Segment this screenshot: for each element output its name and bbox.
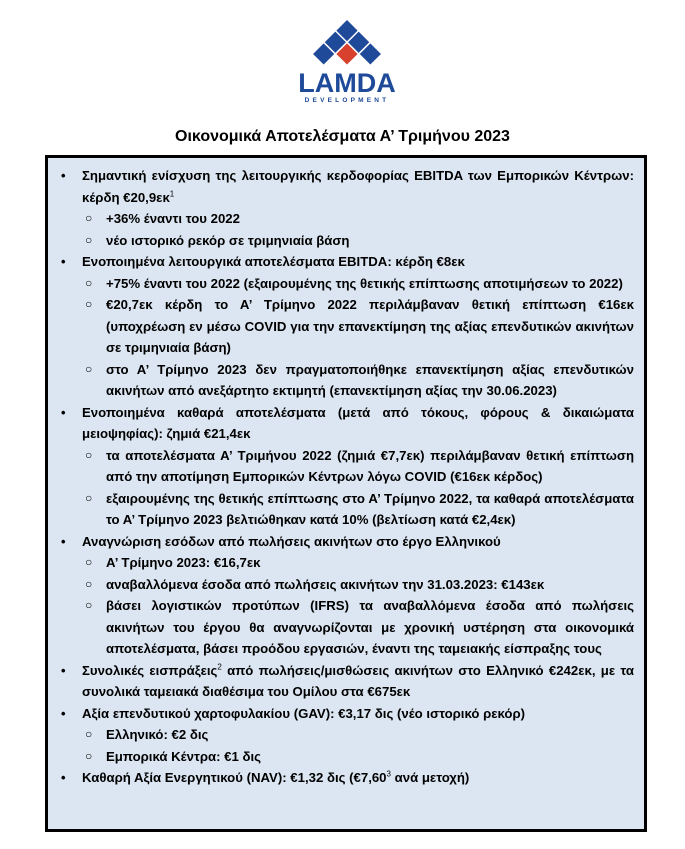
sub-text: €20,7εκ κέρδη το Α’ Τρίμηνο 2022 περιλάμβαναν θετική επίπτωση €16εκ (υποχρέωση εν μέσω COVID για την επανεκτίμηση της αξίας επενδυτικών ακινήτων σε τριμηνιαία βάση) bbox=[106, 297, 634, 355]
sub-item bbox=[82, 359, 634, 402]
bullet-text: Καθαρή Αξία Ενεργητικού (NAV): €1,32 δις (€7,60 bbox=[82, 770, 387, 785]
footnote-marker: 1 bbox=[169, 189, 175, 199]
bullet-text: Σημαντική ενίσχυση της λειτουργικής κερδοφορίας EBITDA των Εμπορικών Κέντρων: κέρδη €20,9εκ bbox=[82, 168, 634, 205]
logo-subtitle: DEVELOPMENT bbox=[304, 97, 390, 104]
circle-bullet-icon: ○ bbox=[85, 361, 93, 376]
bullet-icon: • bbox=[61, 705, 66, 721]
sub-text: στο Α’ Τρίμηνο 2023 δεν πραγματοποιήθηκε επανεκτίμηση αξίας επενδυτικών ακινήτων από ανεξάρτητο εκτιμητή (επανεκτίμηση αξίας την 30.06.2023) bbox=[106, 361, 634, 398]
circle-bullet-icon: ○ bbox=[85, 447, 93, 462]
sub-text: Α’ Τρίμηνο 2023: €16,7εκ bbox=[106, 555, 261, 570]
bullet-item bbox=[58, 402, 634, 531]
footnote-marker: 3 bbox=[386, 769, 391, 779]
bullet-text: Αξία επενδυτικού χαρτοφυλακίου (GAV): €3,17 δις (νέο ιστορικό ρεκόρ) bbox=[82, 705, 526, 721]
bullet-text-continued: από πωλήσεις/μισθώσεις ακινήτων στο Ελληνικό €242εκ, με τα συνολικά ταμειακά διαθέσιμα του Ομίλου στα €675εκ bbox=[82, 662, 634, 699]
sub-item bbox=[82, 273, 634, 295]
bullet-text: Αναγνώριση εσόδων από πωλήσεις ακινήτων στο έργο Ελληνικού bbox=[82, 533, 501, 549]
bullet-item bbox=[58, 251, 634, 402]
circle-bullet-icon: ○ bbox=[85, 211, 93, 225]
bullet-text-continued: ανά μετοχή) bbox=[390, 770, 470, 785]
sub-text: τα αποτελέσματα Α’ Τριμήνου 2022 (ζημιά €7,7εκ) περιλάμβαναν θετική επίπτωση από την αποτίμηση Εμπορικών Κέντρων λόγω COVID (€16εκ κέρδος) bbox=[106, 447, 634, 484]
bullet-text: Ενοποιημένα λειτουργικά αποτελέσματα EBITDA: κέρδη €8εκ bbox=[82, 254, 465, 269]
sub-item bbox=[82, 488, 634, 531]
bullet-icon: • bbox=[61, 533, 66, 549]
sub-list bbox=[82, 552, 634, 660]
footnote-marker: 2 bbox=[217, 662, 222, 672]
sub-text: Ελληνικό: €2 δις bbox=[106, 727, 209, 742]
bullet-icon: • bbox=[61, 662, 66, 678]
circle-bullet-icon: ○ bbox=[85, 297, 93, 311]
sub-item bbox=[82, 445, 634, 488]
sub-item bbox=[82, 552, 634, 574]
sub-item bbox=[82, 746, 634, 768]
bullet-icon: • bbox=[61, 404, 66, 420]
sub-text: εξαιρουμένης της θετικής επίπτωσης στο Α’ Τρίμηνο 2022, τα καθαρά αποτελέσματα το Α’ Τρίμηνο 2023 βελτιώθηκαν κατά 10% (βελτίωση κατά €2,4εκ) bbox=[106, 490, 634, 527]
bullet-text: Ενοποιημένα καθαρά αποτελέσματα (μετά από τόκους, φόρους & δικαιώματα μειοψηφίας): ζημιά €21,4εκ bbox=[82, 404, 634, 441]
page-title: Οικονομικά Αποτελέσματα Α’ Τριμήνου 2023 bbox=[175, 128, 510, 145]
bullet-icon: • bbox=[61, 254, 66, 269]
sub-list bbox=[82, 445, 634, 531]
circle-bullet-icon: ○ bbox=[85, 748, 93, 763]
sub-item bbox=[82, 230, 634, 252]
bullet-item bbox=[58, 531, 634, 660]
sub-text: +75% έναντι του 2022 (εξαιρουμένης της θετικής επίπτωσης αποτιμήσεων το 2022) bbox=[106, 275, 623, 291]
circle-bullet-icon: ○ bbox=[85, 275, 93, 290]
sub-item bbox=[82, 294, 634, 359]
bullet-item bbox=[58, 703, 634, 768]
bullet-item bbox=[58, 767, 634, 789]
sub-item bbox=[82, 574, 634, 596]
bullet-text: Συνολικές εισπράξεις bbox=[82, 662, 218, 678]
highlights-box bbox=[45, 155, 647, 832]
sub-text: βάσει λογιστικών προτύπων (IFRS) τα αναβαλλόμενα έσοδα από πωλήσεις ακινήτων του έργου θα αναγνωρίζονται με χρονική υστέρηση στα οικονομικά αποτελέσματα, βάσει προόδου εργασιών, έναντι της ταμειακής είσπραξης τους bbox=[106, 598, 634, 656]
sub-item bbox=[82, 724, 634, 746]
bullet-item bbox=[58, 660, 634, 703]
circle-bullet-icon: ○ bbox=[85, 232, 93, 247]
sub-list bbox=[82, 273, 634, 402]
sub-text: νέο ιστορικό ρεκόρ σε τριμηνιαία βάση bbox=[106, 232, 350, 248]
sub-list bbox=[82, 208, 634, 251]
circle-bullet-icon: ○ bbox=[85, 598, 93, 612]
company-logo bbox=[297, 18, 397, 108]
logo-name: LAMDA bbox=[298, 68, 396, 98]
circle-bullet-icon: ○ bbox=[85, 576, 93, 591]
circle-bullet-icon: ○ bbox=[85, 555, 93, 569]
sub-item bbox=[82, 208, 634, 230]
sub-text: +36% έναντι του 2022 bbox=[106, 211, 240, 226]
sub-list bbox=[82, 724, 634, 767]
logo-diamond-mark bbox=[297, 18, 397, 70]
bullet-icon: • bbox=[61, 770, 66, 785]
circle-bullet-icon: ○ bbox=[85, 490, 93, 505]
circle-bullet-icon: ○ bbox=[85, 727, 93, 741]
sub-text: αναβαλλόμενα έσοδα από πωλήσεις ακινήτων την 31.03.2023: €143εκ bbox=[106, 576, 545, 592]
sub-text: Εμπορικά Κέντρα: €1 δις bbox=[106, 748, 262, 764]
sub-item bbox=[82, 595, 634, 660]
bullet-icon: • bbox=[61, 168, 66, 183]
bullet-item bbox=[58, 165, 634, 251]
highlights-list bbox=[48, 158, 644, 789]
